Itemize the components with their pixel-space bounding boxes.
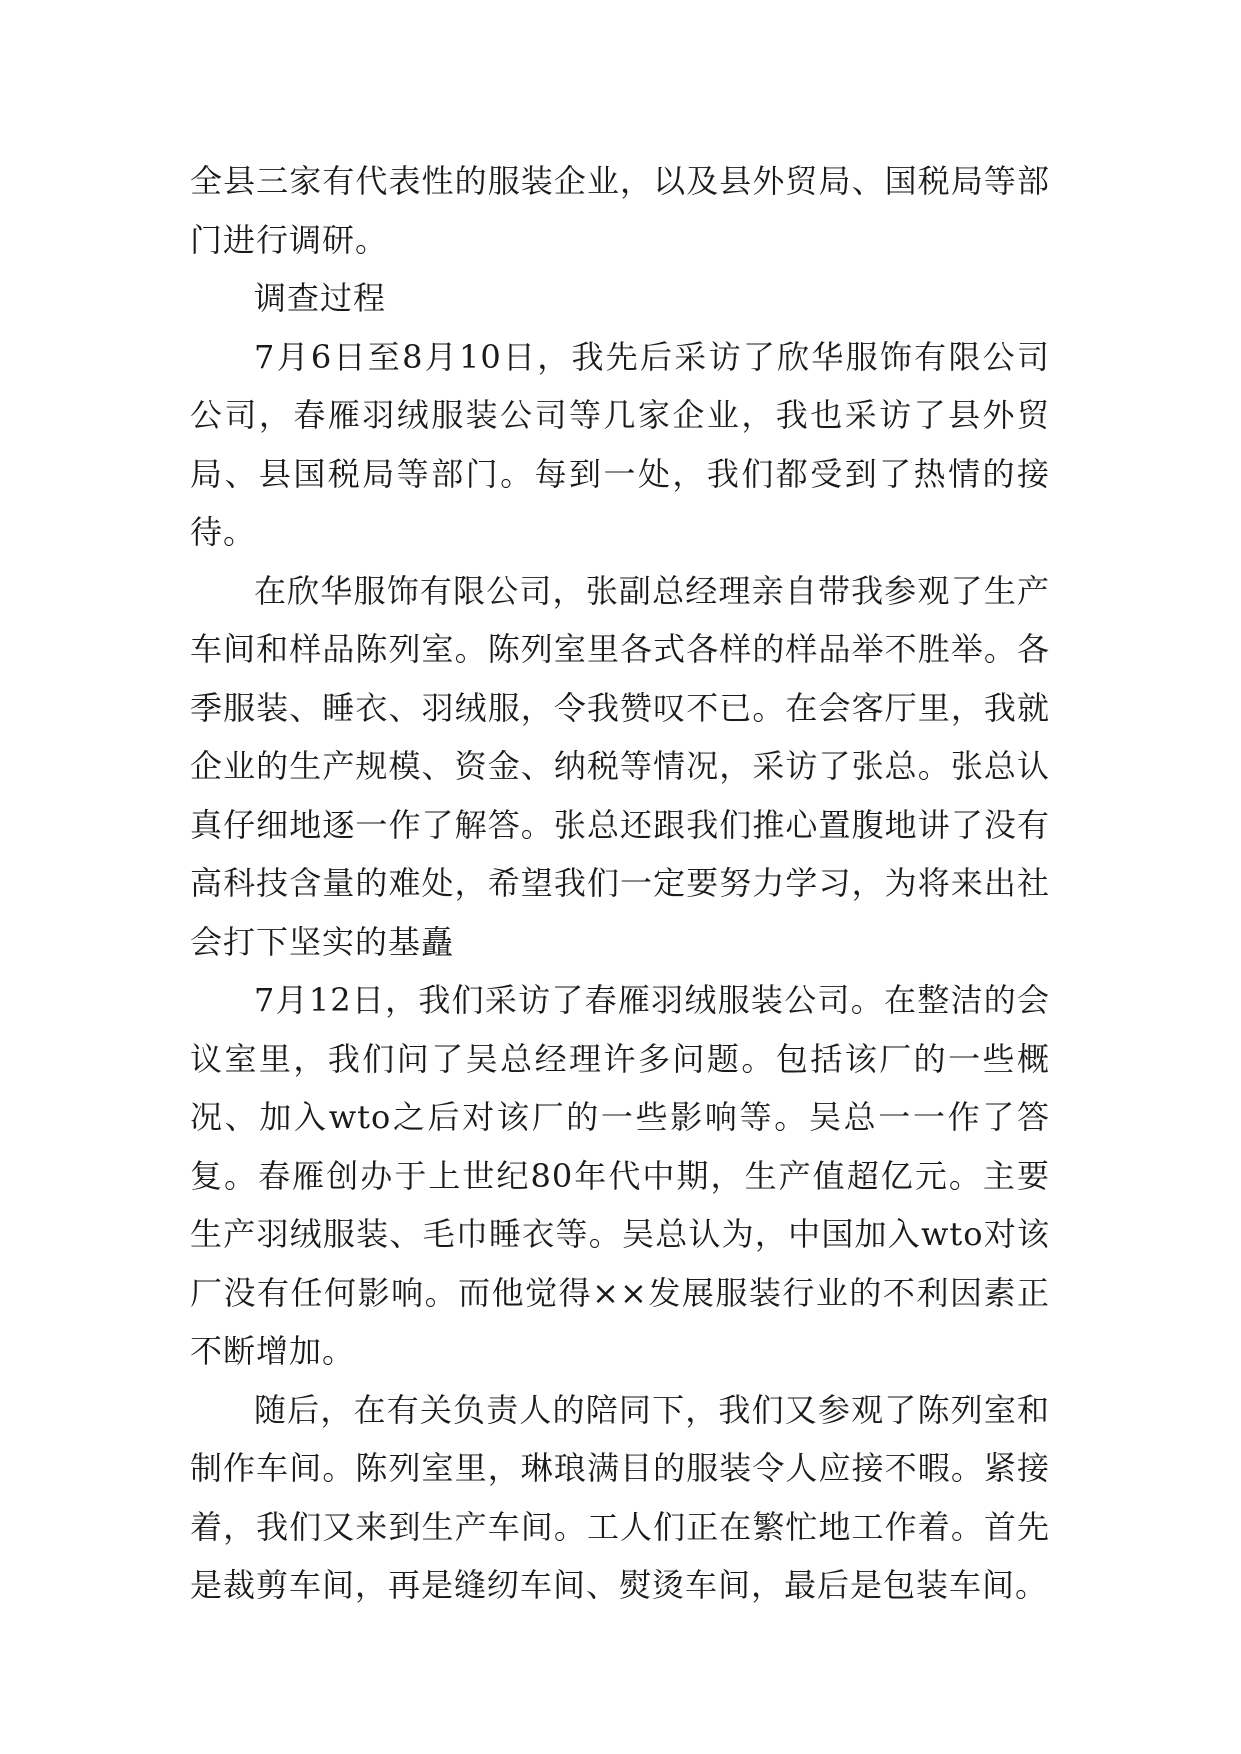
paragraph-4: 7月12日，我们采访了春雁羽绒服装公司。在整洁的会议室里，我们问了吴总经理许多问题。包括该厂的一些概况、加入wto之后对该厂的一些影响等。吴总一一作了答复。春雁创办于上世纪80年代中期，生产值超亿元。主要生产羽绒服装、毛巾睡衣等。吴总认为，中国加入wto对该厂没有任何影响。而他觉得××发展服装行业的不利因素正不断增加。	[190, 981, 1050, 1370]
paragraph-2: 7月6日至8月10日，我先后采访了欣华服饰有限公司公司，春雁羽绒服装公司等几家企业，我也采访了县外贸局、县国税局等部门。每到一处，我们都受到了热情的接待。	[190, 337, 1050, 551]
paragraph-1: 全县三家有代表性的服装企业，以及县外贸局、国税局等部门进行调研。	[190, 162, 1050, 259]
document-body	[190, 152, 1050, 1615]
section-heading-survey-process: 调查过程	[254, 279, 387, 317]
paragraph-5: 随后，在有关负责人的陪同下，我们又参观了陈列室和制作车间。陈列室里，琳琅满目的服装令人应接不暇。紧接着，我们又来到生产车间。工人们正在繁忙地工作着。首先是裁剪车间，再是缝纫车间、熨烫车间，最后是包装车间。	[190, 1390, 1050, 1604]
paragraph-3: 在欣华服饰有限公司，张副总经理亲自带我参观了生产车间和样品陈列室。陈列室里各式各样的样品举不胜举。各季服装、睡衣、羽绒服，令我赞叹不已。在会客厅里，我就企业的生产规模、资金、纳税等情况，采访了张总。张总认真仔细地逐一作了解答。张总还跟我们推心置腹地讲了没有高科技含量的难处，希望我们一定要努力学习，为将来出社会打下坚实的基矗	[190, 571, 1050, 961]
